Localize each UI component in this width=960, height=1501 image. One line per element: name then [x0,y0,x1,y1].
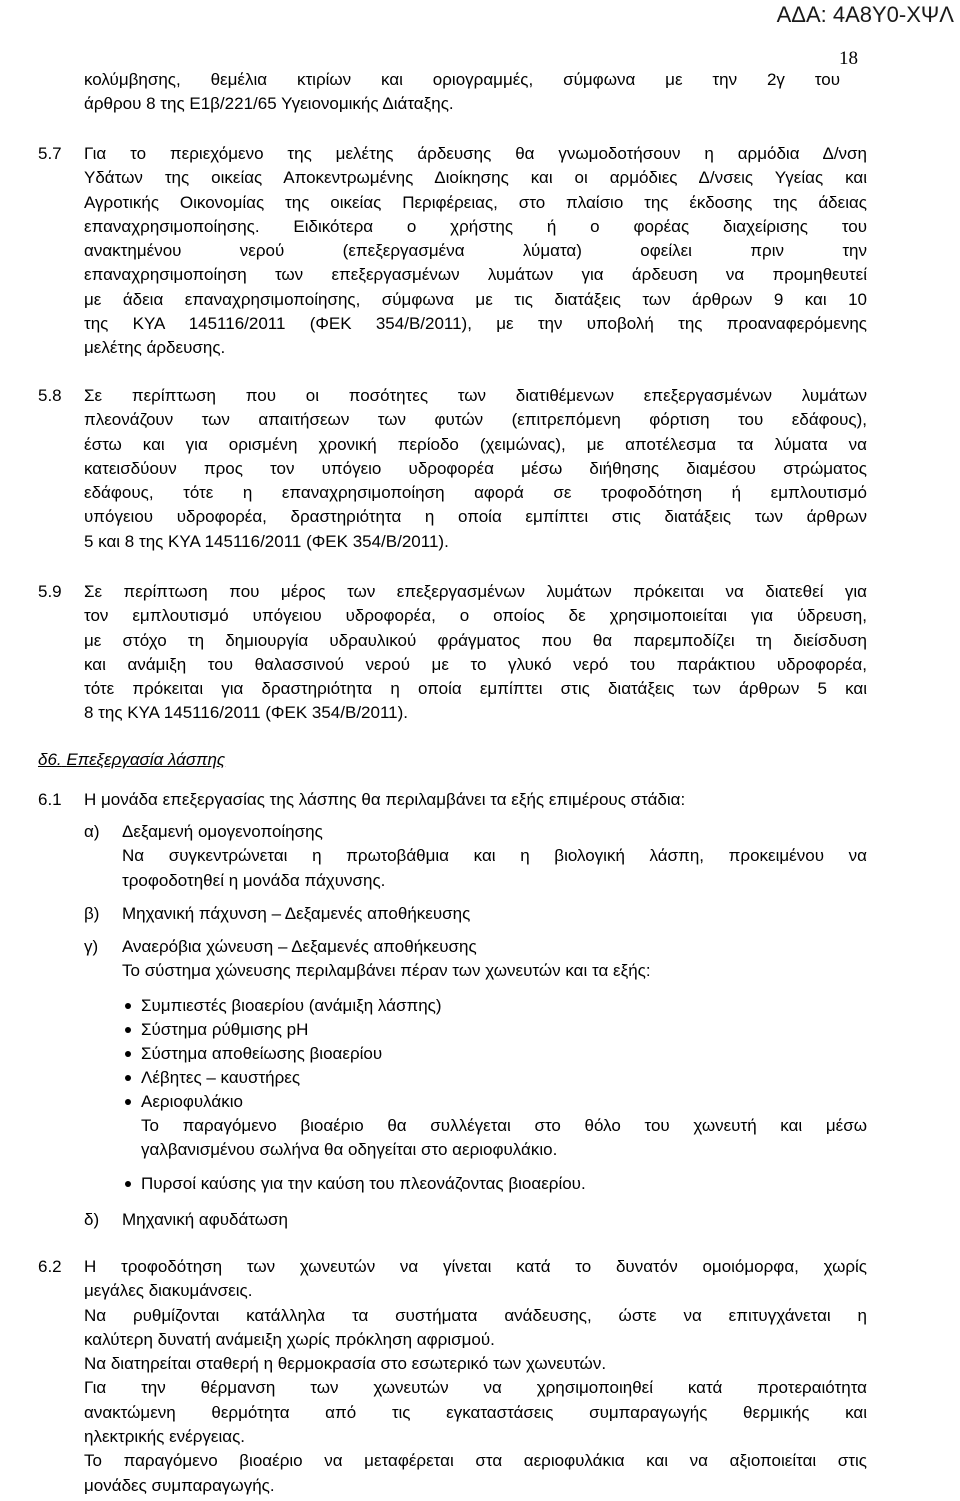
item-c [122,935,867,984]
intro-line-1: κολύμβησης, θεμέλια κτιρίων και οριογραμμές, σύμφωνα με την 2γ του [84,70,840,89]
item-a [122,820,867,893]
intro-line-2: άρθρου 8 της Ε1β/221/65 Υγειονομικής Διάταξης. [84,94,454,114]
s59-line: και ανάμιξη του θαλασσινού νερού με το γλυκό νερό του παράκτιου υδροφορέα, [84,654,867,674]
s58-line: εδάφους, τότε η επαναχρησιμοποίηση αφορά σε τροφοδότηση ή εμπλουτισμό [84,483,867,503]
item-c-label: γ) [84,937,99,956]
item-c-title: Αναερόβια χώνευση – Δεξαμενές αποθήκευσης [122,937,477,956]
section-5-8-paragraph [84,384,867,554]
s62-line: ανακτώμενη θερμότητα από τις εγκαταστάσεις συμπαραγωγής θερμικής και [84,1402,867,1422]
item-b-label: β) [84,904,100,923]
ada-code: ΑΔΑ: 4Α8Υ0-ΧΨΛ [776,2,954,27]
item-b [122,902,867,926]
s58-line: Σε περίπτωση που οι ποσότητες των διατιθέμενων επεξεργασμένων λυμάτων [84,386,867,405]
s62-line: καλύτερη δυνατή ανάμειξη χωρίς πρόκληση αφρισμού. [84,1329,495,1349]
s57-line: της ΚΥΑ 145116/2011 (ΦΕΚ 354/Β/2011), με την υποβολή της προαναφερόμενης [84,314,867,334]
bullet-dot [125,1003,131,1009]
s62-line: Να ρυθμίζονται κατάλληλα τα συστήματα ανάδευσης, ώστε να επιτυγχάνεται η [84,1305,867,1325]
s62-line: Το παραγόμενο βιοαέριο να μεταφέρεται στα αεριοφυλάκια και να αξιοποιείται στις [84,1451,867,1471]
s57-line: ανακτημένου νερού (επεξεργασμένα λύματα) οφείλει πριν την [84,241,867,261]
item-a-label: α) [84,822,100,841]
s57-line: Αγροτικής Οικονομίας της οικείας Περιφέρειας, στο πλαίσιο της έκδοσης της άδειας [84,192,867,212]
s58-line: πλεονάζουν των απαιτήσεων των φυτών (επιτρεπόμενη φόρτιση του εδάφους), [84,410,867,430]
s59-line: 8 της ΚΥΑ 145116/2011 (ΦΕΚ 354/Β/2011). [84,703,408,723]
s57-line: Για το περιεχόμενο της μελέτης άρδευσης θα γνωμοδοτήσουν η αρμόδια Δ/νση [84,144,867,163]
s62-line: μονάδες συμπαραγωγής. [84,1475,275,1495]
s57-line: μελέτης άρδευσης. [84,338,226,358]
s58-line: κατεισδύουν προς τον υπόγειο υδροφορέα μέσω διήθησης διαμέσου στρώματος [84,458,867,478]
s59-line: Σε περίπτωση που μέρος των επεξεργασμένων λυμάτων πρόκειται να διατεθεί για [84,582,867,601]
s61-intro: Η μονάδα επεξεργασίας της λάσπης θα περιλαμβάνει τα εξής επιμέρους στάδια: [84,790,686,809]
item-a-title: Δεξαμενή ομογενοποίησης [122,822,323,841]
s59-line: τον εμπλουτισμό υπόγειου υδροφορέα, ο οποίος δε χρησιμοποιείται για ύδρευση, [84,606,867,626]
section-6-1-text [84,788,867,812]
s58-line: υπόγειου υδροφορέα, δραστηριότητα η οποία εμπίπτει στις διατάξεις των άρθρων [84,507,867,527]
section-5-7-paragraph [84,142,867,361]
s59-line: με στόχο τη δημιουργία υδραυλικού φράγματος που θα παρεμποδίζει τη διείσδυση [84,630,867,650]
section-5-8-number: 5.8 [38,386,62,405]
item-d [122,1208,867,1232]
s62-line: ηλεκτρικής ενέργειας. [84,1427,245,1447]
bullet-item: Λέβητες – καυστήρες [141,1068,301,1087]
item-b-title: Μηχανική πάχυνση – Δεξαμενές αποθήκευσης [122,904,471,923]
section-6-1-number: 6.1 [38,790,62,809]
bullet-dot [125,1099,131,1105]
bullet-dot [125,1181,131,1187]
s62-line: Η τροφοδότηση των χωνευτών να γίνεται κατά το δυνατόν ομοιόμορφα, χωρίς [84,1257,867,1276]
bullet-dot [125,1075,131,1081]
s57-line: με άδεια επαναχρησιμοποίησης, σύμφωνα με τις διατάξεις των άρθρων 9 και 10 [84,289,867,309]
gas-note-line: γαλβανισμένου σωλήνα θα οδηγείται στο αεριοφυλάκιο. [141,1140,558,1160]
s57-line: επαναχρησιμοποίησης. Ειδικότερα ο χρήστης ή ο φορέας διαχείρισης του [84,216,867,236]
section-d6-heading [38,748,225,772]
s62-line: Να διατηρείται σταθερή η θερμοκρασία στο εσωτερικό των χωνευτών. [84,1354,607,1374]
s57-line: Υδάτων της οικείας Αποκεντρωμένης Διοίκησης και οι αρμόδιες Δ/νσεις Υγείας και [84,168,867,188]
item-c-intro: Το σύστημα χώνευσης περιλαμβάνει πέραν των χωνευτών και τα εξής: [122,961,651,981]
gas-note [141,1114,867,1163]
s57-line: επαναχρησιμοποίηση των επεξεργασμένων λυμάτων για άρδευση να προμηθευτεί [84,265,867,285]
gas-note-line: Το παραγόμενο βιοαέριο θα συλλέγεται στο θόλο του χωνευτή και μέσω [141,1116,867,1135]
section-5-7-number: 5.7 [38,144,62,163]
s62-line: μεγάλες διακυμάνσεις. [84,1281,253,1301]
item-a-line: Να συγκεντρώνεται η πρωτοβάθμια και η βιολογική λάσπη, προκειμένου να [122,846,867,866]
item-d-label: δ) [84,1210,100,1229]
bullet-item: Σύστημα αποθείωσης βιοαερίου [141,1044,383,1063]
intro-paragraph [84,68,840,117]
s58-line: έστω και για ορισμένη χρονική περίοδο (χειμώνας), με αποτέλεσμα τα λύματα να [84,434,867,454]
section-5-9-paragraph [84,580,867,726]
s59-line: τότε πρόκειται για δραστηριότητα η οποία εμπίπτει στις διατάξεις των άρθρων 5 και [84,679,867,699]
bullet-item: Αεριοφυλάκιο [141,1092,243,1111]
s58-line: 5 και 8 της ΚΥΑ 145116/2011 (ΦΕΚ 354/Β/2011). [84,531,449,551]
item-d-title: Μηχανική αφυδάτωση [122,1210,288,1229]
bullet-item: Συμπιεστές βιοαερίου (ανάμιξη λάσπης) [141,996,442,1015]
section-5-9-number: 5.9 [38,582,62,601]
d6-number: δ6. [38,750,62,769]
s62-line: Για την θέρμανση των χωνευτών να χρησιμοποιηθεί κατά προτεραιότητα [84,1378,867,1398]
page-number: 18 [839,48,858,69]
bullet-item: Πυρσοί καύσης για την καύση του πλεονάζοντας βιοαερίου. [141,1174,586,1193]
item-a-line: τροφοδοτηθεί η μονάδα πάχυνσης. [122,870,386,890]
bullet-dot [125,1027,131,1033]
section-6-2-number: 6.2 [38,1257,62,1276]
bullet-dot [125,1051,131,1057]
d6-title: Επεξεργασία λάσπης [66,750,226,769]
bullet-item: Σύστημα ρύθμισης pH [141,1020,309,1039]
section-6-2-paragraph [84,1255,867,1498]
